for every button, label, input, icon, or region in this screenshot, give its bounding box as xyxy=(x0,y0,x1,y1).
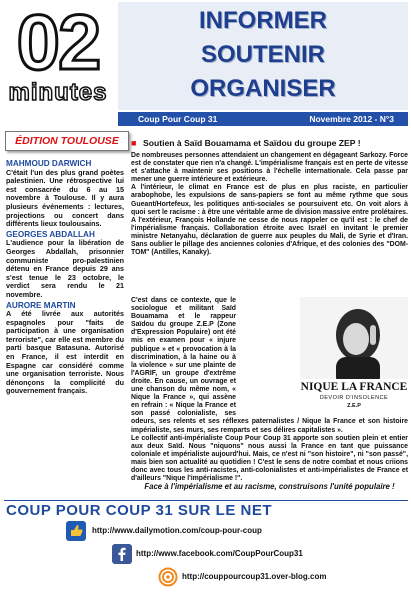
edition-label: ÉDITION TOULOUSE xyxy=(5,131,129,151)
left-body-darwich: C'était l'un des plus grand poètes palestinien. Une rétrospective lui est consacrée du 6 au 15 novembre à Toulouse. Il y aura plusieurs événements : lectures, projections ou concert dans différents lieux toulousains. xyxy=(6,167,124,229)
left-column xyxy=(6,160,124,398)
article-slogan: Face à l'impérialisme et au racisme, construisons l'unité populaire ! xyxy=(144,482,395,491)
link-row-facebook xyxy=(0,543,411,565)
blog-link[interactable]: http://couppourcoup31.over-blog.com xyxy=(182,572,327,581)
album-title: NIQUE LA FRANCE xyxy=(300,381,408,393)
photo-spacer xyxy=(236,297,408,413)
header-line-organize: ORGANISER xyxy=(190,75,336,102)
logo-sub: minutes xyxy=(8,79,108,106)
logo xyxy=(2,0,114,115)
header-box xyxy=(118,2,408,110)
link-row-blog xyxy=(0,566,411,588)
left-body-martin: A été livrée aux autorités espagnoles pour "faits de participation à une organisation terroriste", car elle est membre du parti basque Batasuna. Autorisé en France, il est interdit en Espagne car considéré comme une organisation terroriste. Nous dénonçons la complicité du gouvernement français. xyxy=(6,309,124,396)
article-body-bottom xyxy=(131,297,408,483)
article-paragraph-4: C'est dans ce contexte, que le sociologue et militant Saïd Bouamama et le rappeur Saïdou du groupe Z.E.P (Zone d'Expression Populaire) ont été mis en examen pour « injure publique » et « provocation à la discrimination, à la haine ou à la violence » sur une plainte de l'AGRIF, un groupe d'extrême droite. En cause, un ouvrage et une chanson du même nom, « Nique la France », qui assène en refrain : « Nique la France et son passé colonialiste, ses odeurs, ses relents et ses réflexes paternalistes / Nique la France et son histoire impérialiste, ses murs, ses remparts et ses délires capitalistes ». xyxy=(131,297,408,434)
album-subtitle: DEVOIR D'INSOLENCE xyxy=(319,395,389,401)
article-paragraph-2: A l'intérieur, le climat en France est de plus en plus raciste, en particulier arabophobe, les expulsions de sans-papiers se font au même rythme que sous Gueant/Hortefeux, les politiques anti-sociales se poursuivent etc. On voit alors à quoi sert le racisme : à être une véritable arme de division massive entre prolétaires. xyxy=(131,184,408,216)
left-heading-abdallah: GEORGES ABDALLAH xyxy=(6,229,95,239)
facebook-link[interactable]: http://www.facebook.com/CoupPourCoup31 xyxy=(136,549,303,558)
article-paragraph-5: Le collectif anti-impérialiste Coup Pour Coup 31 apporte son soutien plein et entier aux deux Saïd. Nous "niquons" nous aussi la France en tant que puissance coloniale et impérialiste aujourd'hui. Mais, ce n'est ni "son histoire", ni "son passé", mais bien son actualité au quotidien ! C'est le sens de notre combat et nous criions donc avec tous les anti-racistes, anti-colonialistes et anti-impérialistes de France et d'ailleurs "Nique l'impérialisme !". xyxy=(131,434,408,483)
bullet-icon: ■ xyxy=(131,138,137,148)
left-heading-martin: AURORE MARTIN xyxy=(6,300,76,310)
article-title xyxy=(131,138,408,148)
article-paragraph-1: De nombreuses personnes attendaient un changement en dégageant Sarkozy. Force est de constater que rien n'a changé. L'impérialisme français est en perte de vitesse et s'attache à maintenir ses positions à l'échelle internationale. Cela passe par mener une guerre intérieure et extérieure. xyxy=(131,152,408,184)
logo-number: 02 xyxy=(16,0,100,86)
link-row-dailymotion xyxy=(0,520,411,542)
album-band: Z.E.P xyxy=(347,403,361,409)
facebook-icon xyxy=(112,544,132,564)
banner-issue-date: Novembre 2012 - N°3 xyxy=(309,114,394,124)
left-body-abdallah: L'audience pour la libération de Georges Abdallah, prisonnier communiste pro-palestinien détenu en France depuis 29 ans s'est tenue le 23 octobre, le verdict sera rendu le 21 novembre. xyxy=(6,238,124,299)
issue-banner xyxy=(118,112,408,126)
footer-title: COUP POUR COUP 31 SUR LE NET xyxy=(6,502,272,519)
header-line-support: SOUTENIR xyxy=(200,41,325,68)
banner-collective: Coup Pour Coup 31 xyxy=(138,114,218,124)
footer-divider xyxy=(4,500,408,501)
header-line-inform: INFORMER xyxy=(199,7,327,34)
dailymotion-link[interactable]: http://www.dailymotion.com/coup-pour-coup xyxy=(92,526,262,535)
article-body-top xyxy=(131,152,408,257)
dailymotion-icon xyxy=(66,521,86,541)
left-heading-darwich: MAHMOUD DARWICH xyxy=(6,159,92,168)
article-title-text: Soutien à Saïd Bouamama et Saïdou du groupe ZEP ! xyxy=(143,138,361,148)
blog-icon xyxy=(158,567,178,587)
article-paragraph-3: A l'extérieur, François Hollande ne cesse de nous rappeler ce qu'il est : le chef de l'impérialisme français. Collaboration étroite avec Israël en invitant le premier ministre Netanyahu, déclaration de guerre aux peuples du Mali, de Syrie et d'Iran. Sans oublier le pillage des anciennes colonies d'Afrique, et des colonies des "DOM-TOM" (Antilles, Kanaky). xyxy=(131,216,408,257)
